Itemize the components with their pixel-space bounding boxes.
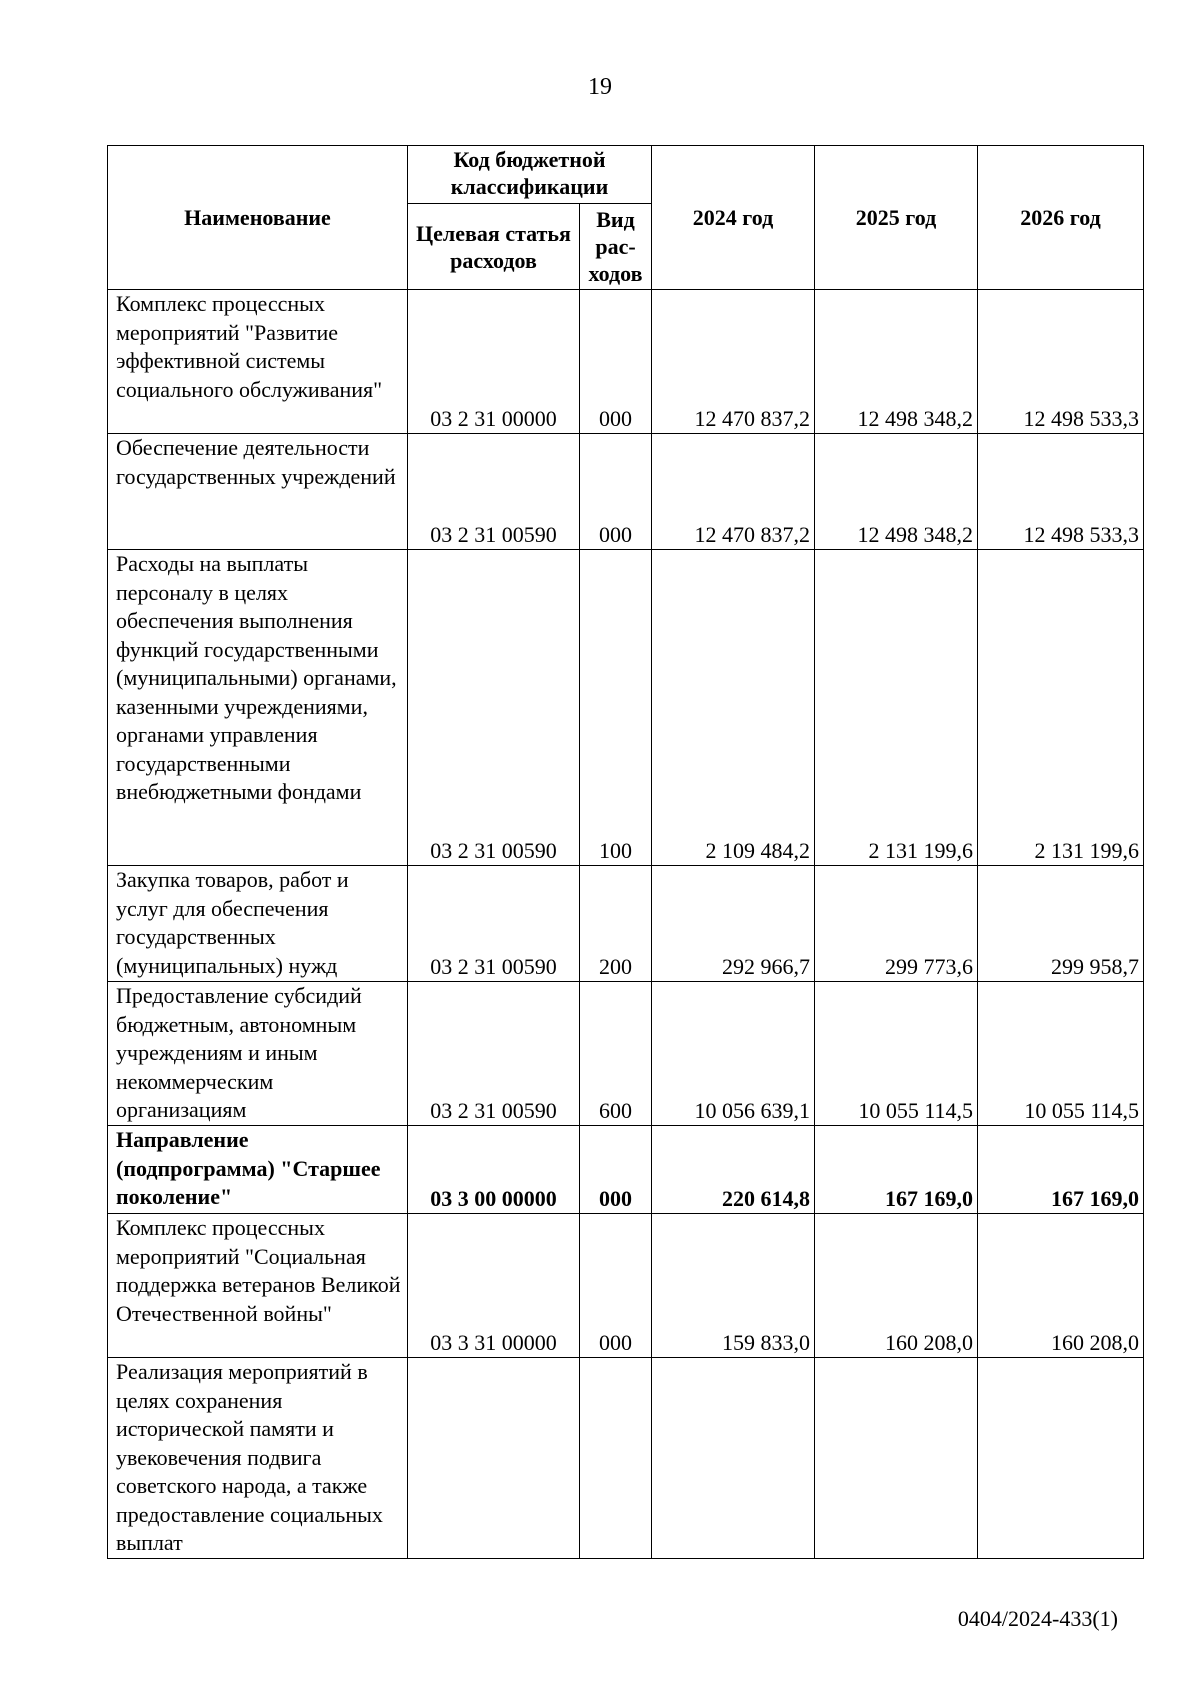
row-type: 000: [580, 290, 652, 434]
row-name: Реализация мероприятий в целях сохранения исторической памяти и увековечения подвига советского народа, а также предоставление социальных выплат: [108, 1358, 408, 1559]
row-2026: 299 958,7: [978, 866, 1144, 982]
header-2024: 2024 год: [652, 146, 815, 290]
row-2024: 159 833,0: [652, 1214, 815, 1358]
row-2025: 160 208,0: [815, 1214, 978, 1358]
row-2025: 167 169,0: [815, 1126, 978, 1214]
row-2026: 12 498 533,3: [978, 290, 1144, 434]
row-code: 03 3 31 00000: [408, 1214, 580, 1358]
row-type: 000: [580, 1214, 652, 1358]
row-type: 100: [580, 550, 652, 866]
document-code: 0404/2024-433(1): [957, 1606, 1118, 1631]
row-2024: 12 470 837,2: [652, 434, 815, 550]
row-name: Направление (подпрограмма) "Старшее поколение": [108, 1126, 408, 1214]
row-name: Комплекс процессных мероприятий "Развитие эффективной системы социального обслуживания": [108, 290, 408, 434]
row-2026: 10 055 114,5: [978, 982, 1144, 1126]
row-type: 000: [580, 434, 652, 550]
budget-table: [107, 145, 1144, 1559]
row-type: 000: [580, 1126, 652, 1214]
row-code: 03 3 00 00000: [408, 1126, 580, 1214]
row-2024: 292 966,7: [652, 866, 815, 982]
table-row: [108, 1214, 1144, 1358]
row-2024: [652, 1358, 815, 1559]
row-code: 03 2 31 00000: [408, 290, 580, 434]
row-2025: 10 055 114,5: [815, 982, 978, 1126]
table-row: [108, 1126, 1144, 1214]
row-2024: 220 614,8: [652, 1126, 815, 1214]
row-2024: 10 056 639,1: [652, 982, 815, 1126]
row-2025: 12 498 348,2: [815, 290, 978, 434]
header-name: Наименование: [108, 146, 408, 290]
row-type: 600: [580, 982, 652, 1126]
table-row: [108, 550, 1144, 866]
row-code: 03 2 31 00590: [408, 550, 580, 866]
table-row: [108, 866, 1144, 982]
header-type: Вид рас-ходов: [580, 204, 652, 290]
header-code-group: Код бюджетной классификации: [408, 146, 652, 204]
row-2025: 299 773,6: [815, 866, 978, 982]
row-2025: [815, 1358, 978, 1559]
row-code: 03 2 31 00590: [408, 982, 580, 1126]
table-row: [108, 290, 1144, 434]
row-name: Предоставление субсидий бюджетным, автономным учреждениям и иным некоммерческим организациям: [108, 982, 408, 1126]
row-name: Расходы на выплаты персоналу в целях обеспечения выполнения функций государственными (муниципальными) органами, казенными учреждениями, органами управления государственными внебюджетными фондами: [108, 550, 408, 866]
row-2026: [978, 1358, 1144, 1559]
row-2025: 2 131 199,6: [815, 550, 978, 866]
row-2026: 12 498 533,3: [978, 434, 1144, 550]
row-code: [408, 1358, 580, 1559]
row-name: Закупка товаров, работ и услуг для обеспечения государственных (муниципальных) нужд: [108, 866, 408, 982]
table-row: [108, 982, 1144, 1126]
page-number: 19: [588, 74, 612, 100]
row-code: 03 2 31 00590: [408, 866, 580, 982]
row-type: 200: [580, 866, 652, 982]
row-2024: 2 109 484,2: [652, 550, 815, 866]
row-2025: 12 498 348,2: [815, 434, 978, 550]
table-row: [108, 1358, 1144, 1559]
row-2026: 160 208,0: [978, 1214, 1144, 1358]
row-type: [580, 1358, 652, 1559]
table-row: [108, 434, 1144, 550]
row-name: Комплекс процессных мероприятий "Социальная поддержка ветеранов Великой Отечественной войны": [108, 1214, 408, 1358]
row-name: Обеспечение деятельности государственных учреждений: [108, 434, 408, 550]
header-2025: 2025 год: [815, 146, 978, 290]
header-target: Целевая статья расходов: [408, 204, 580, 290]
row-code: 03 2 31 00590: [408, 434, 580, 550]
row-2026: 2 131 199,6: [978, 550, 1144, 866]
header-2026: 2026 год: [978, 146, 1144, 290]
row-2024: 12 470 837,2: [652, 290, 815, 434]
row-2026: 167 169,0: [978, 1126, 1144, 1214]
